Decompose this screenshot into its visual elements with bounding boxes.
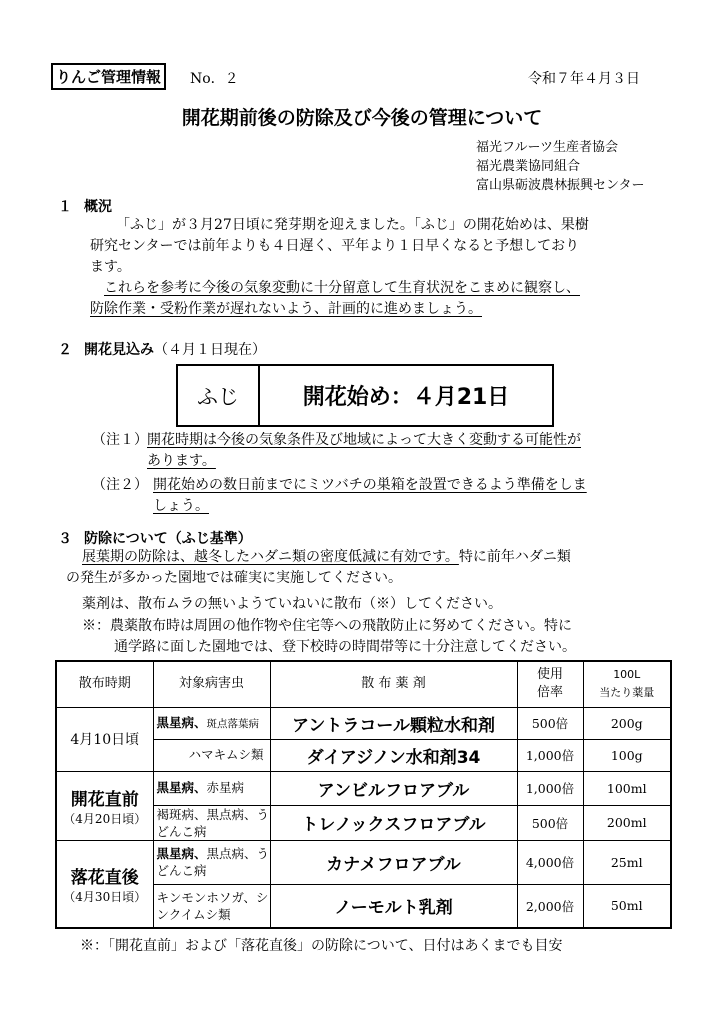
- section-1-number: １: [58, 199, 72, 215]
- pest-name: ハマキムシ類: [188, 747, 264, 762]
- table-row: [56, 771, 671, 805]
- page-title: 開花期前後の防除及び今後の管理について: [181, 107, 543, 129]
- pest-name: キンモンホソガ、シンクイムシ類: [156, 889, 269, 922]
- pest-cell: [153, 707, 270, 739]
- section-3-line-3: 薬剤は、散布ムラの無いようていねいに散布（※）してください。: [82, 596, 502, 612]
- period-3: 落花直後: [70, 867, 139, 888]
- header-agent: 散 布 薬 剤: [270, 661, 517, 707]
- agent-name: カナメフロアブル: [270, 840, 517, 884]
- section-1-line-5: 防除作業・受粉作業が遅れないよう、計画的に進めましょう。: [90, 301, 482, 317]
- period-2: 開花直前: [70, 789, 139, 810]
- pest-highlight: 黒星病、: [156, 846, 207, 861]
- header-amount-line-2: 当たり薬量: [599, 686, 655, 700]
- pest-cell: [153, 739, 270, 771]
- amount-value: 200ml: [583, 805, 671, 840]
- period-cell-1: [56, 707, 153, 771]
- dilution-value: 500倍: [517, 805, 583, 840]
- note-2-line-2: しょう。: [153, 498, 209, 514]
- dilution-value: 1,000倍: [517, 771, 583, 805]
- dilution-value: 4,000倍: [517, 840, 583, 884]
- pest-highlight: 黒星病、: [156, 780, 207, 795]
- period-1: 4月10日頃: [70, 732, 140, 748]
- section-1-line-2: 研究センターでは前年よりも４日遅く、平年より１日早くなると予想しており: [90, 238, 580, 254]
- note-2-line-1: 開花始めの数日前までにミツバチの巣箱を設置できるよう準備をしま: [153, 477, 587, 493]
- period-2-date: （4月20日頃）: [63, 811, 147, 826]
- header-dilution-line-2: 倍率: [536, 685, 563, 701]
- header-amount-line-1: 100L: [613, 668, 641, 682]
- agent-name: ノーモルト乳剤: [270, 884, 517, 928]
- header-dilution: [517, 661, 583, 707]
- issuer-2: 福光農業協同組合: [476, 159, 581, 174]
- section-3-line-1: [82, 547, 571, 567]
- document-number: No．２: [190, 71, 239, 87]
- period-cell-2: [56, 771, 153, 840]
- cultivar-name: ふじ: [178, 366, 260, 425]
- issuer-3: 富山県砺波農林振興センター: [476, 178, 645, 193]
- section-2-heading: [58, 339, 266, 359]
- agent-name: アンビルフロアブル: [270, 771, 517, 805]
- section-2-number: ２: [58, 342, 72, 358]
- pest-cell: [153, 840, 270, 884]
- spray-schedule-table: [55, 660, 672, 929]
- section-1-line-3: ます。: [90, 259, 131, 275]
- section-3-line-4: ※：農薬散布時は周囲の他作物や住宅等への飛散防止に努めてください。特に: [82, 618, 572, 634]
- pest-name: 赤星病: [206, 780, 245, 795]
- bloom-date: 開花始め：４月21日: [302, 385, 510, 410]
- section-2-title: 開花見込み: [84, 342, 154, 358]
- period-cell-3: [56, 840, 153, 928]
- pest-cell: [153, 884, 270, 928]
- section-3-number: ３: [58, 531, 72, 547]
- pest-highlight: 黒星病、: [156, 714, 207, 730]
- section-3-line-1-rest: 特に前年ハダニ類: [458, 549, 571, 565]
- section-1-line-1: 「ふじ」が３月27日頃に発芽期を迎えました。「ふじ」の開花始めは、果樹: [116, 217, 589, 233]
- section-2-subtitle: （４月１日現在）: [154, 342, 266, 358]
- footnote: ※：「開花直前」および「落花直後」の防除について、日付はあくまでも目安: [80, 938, 563, 954]
- agent-name: トレノックスフロアブル: [270, 805, 517, 840]
- amount-value: 50ml: [583, 884, 671, 928]
- section-3-heading: [58, 528, 252, 548]
- pest-cell: [153, 771, 270, 805]
- dilution-value: 2,000倍: [517, 884, 583, 928]
- header-pest: 対象病害虫: [153, 661, 270, 707]
- amount-value: 200g: [583, 707, 671, 739]
- header-period: 散布時期: [56, 661, 153, 707]
- section-3-title: 防除について（ふじ基準）: [84, 531, 252, 547]
- section-3-line-2: の発生が多かった園地では確実に実施してください。: [66, 570, 402, 586]
- issuer-1: 福光フルーツ生産者協会: [476, 140, 618, 155]
- section-1-line-4: これらを参考に今後の気象変動に十分留意して生育状況をこまめに観察し、: [104, 280, 580, 296]
- table-header-row: [56, 661, 671, 707]
- table-row: [56, 707, 671, 739]
- document-tag: りんご管理情報: [51, 63, 166, 90]
- note-2-label: （注２）: [92, 477, 148, 493]
- note-1-line-1: 開花時期は今後の気象条件及び地域によって大きく変動する可能性が: [147, 432, 581, 448]
- section-1-title: 概況: [84, 199, 112, 215]
- table-row: [56, 840, 671, 884]
- amount-value: 100ml: [583, 771, 671, 805]
- section-3-line-5: 通学路に面した園地では、登下校時の時間帯等に十分注意してください。: [114, 639, 576, 655]
- pest-name: 黒点病、うどんこ病: [156, 846, 270, 878]
- dilution-value: 1,000倍: [517, 739, 583, 771]
- period-3-date: （4月30日頃）: [63, 889, 147, 904]
- amount-value: 25ml: [583, 840, 671, 884]
- dilution-value: 500倍: [517, 707, 583, 739]
- agent-name: アントラコール顆粒水和剤: [270, 707, 517, 739]
- pest-name: 斑点落葉病: [206, 717, 260, 730]
- amount-value: 100g: [583, 739, 671, 771]
- agent-name: ダイアジノン水和剤34: [270, 739, 517, 771]
- note-1-label: （注１）: [92, 432, 148, 448]
- note-1-line-2: あります。: [147, 453, 216, 469]
- section-3-line-1-emphasis: 展葉期の防除は、越冬したハダニ類の密度低減に有効です。: [82, 549, 459, 565]
- pest-cell: [153, 805, 270, 840]
- section-1-heading: [58, 196, 112, 216]
- header-amount: [583, 661, 671, 707]
- pest-name: 褐斑病、黒点病、うどんこ病: [156, 806, 270, 839]
- document-date: 令和７年４月３日: [528, 71, 640, 87]
- bloom-forecast-box: [176, 364, 554, 427]
- header-dilution-line-1: 使用: [536, 667, 563, 683]
